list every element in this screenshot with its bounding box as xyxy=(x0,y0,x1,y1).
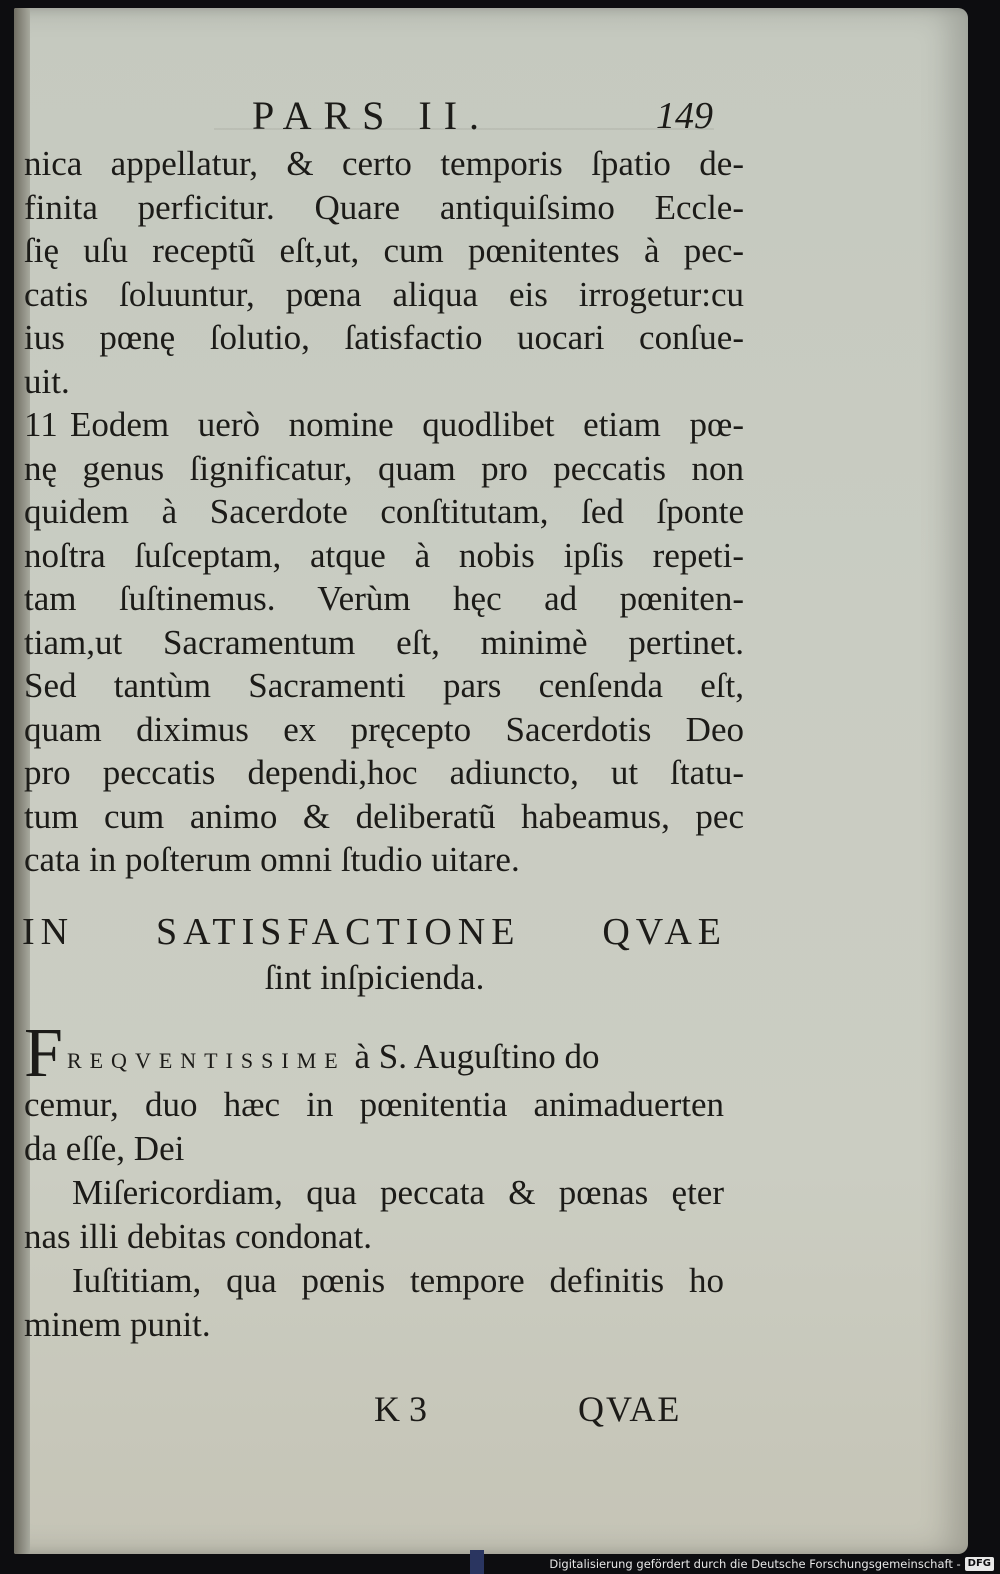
list-item-line: minem punit. xyxy=(24,1305,211,1344)
text-line: pro peccatis dependi,hoc adiuncto, ut ſtatu- xyxy=(24,753,744,792)
digitization-credit xyxy=(549,1554,994,1574)
list-item-line: Iuſtitiam, qua pœnis tempore definitis ho xyxy=(72,1261,724,1300)
catchword: QVAE xyxy=(578,1389,682,1429)
section-heading xyxy=(22,908,727,1002)
text-line: noſtra ſuſceptam, atque à nobis ipſis repeti- xyxy=(24,535,744,575)
text-line xyxy=(24,403,744,447)
dfg-logo: DFG xyxy=(965,1557,994,1571)
paragraph-2 xyxy=(24,403,744,882)
list-item-line: Miſericordiam, qua peccata & pœnas ęter xyxy=(72,1173,724,1212)
paragraph-3 xyxy=(24,1015,724,1347)
text-line: cemur, duo hæc in pœnitentia animaduerten xyxy=(24,1085,724,1124)
page-number: 149 xyxy=(656,95,713,137)
small-caps-word: REQVENTISSIME xyxy=(66,1048,346,1073)
text-line: tam ſuſtinemus. Verùm hęc ad pœniten- xyxy=(24,579,744,618)
text-line: catis ſoluuntur, pœna aliqua eis irrogetur:cu xyxy=(24,274,744,314)
text-line: ius pœnę ſolutio, ſatisfactio uocari conſue- xyxy=(24,318,744,357)
text-line: ſię uſu receptũ eſt,ut, cum pœnitentes à pec- xyxy=(24,231,744,270)
drop-cap: F xyxy=(24,1015,63,1092)
text-line xyxy=(24,1015,724,1092)
text-line: uit. xyxy=(24,361,70,401)
signature-mark: K 3 xyxy=(374,1389,427,1429)
text-line: finita perficitur. Quare antiquiſsimo Eccle- xyxy=(24,187,744,227)
running-header xyxy=(14,92,968,140)
text-line: nica appellatur, & certo temporis ſpatio de- xyxy=(24,144,744,183)
body-text xyxy=(24,142,744,882)
heading-line-2: ſint inſpicienda. xyxy=(264,958,485,997)
list-item-line: nas illi debitas condonat. xyxy=(24,1217,372,1256)
running-title: PARS II. xyxy=(252,93,492,138)
text-line: quidem à Sacerdote conſtitutam, ſed ſponte xyxy=(24,492,744,531)
text-line: tum cum animo & deliberatũ habeamus, pec xyxy=(24,796,744,836)
catchline xyxy=(14,1388,968,1438)
bookmark-ribbon xyxy=(470,1550,484,1574)
text-line: da eſſe, Dei xyxy=(24,1129,185,1168)
paragraph-1 xyxy=(24,142,744,403)
credit-text: Digitalisierung gefördert durch die Deutsche Forschungsgemeinschaft - xyxy=(549,1557,961,1571)
text-line: tiam,ut Sacramentum eſt, minimè pertinet. xyxy=(24,622,744,662)
text-line-content: Eodem uerò nomine quodlibet etiam pœ- xyxy=(70,405,744,444)
book-page xyxy=(14,8,968,1554)
text-line: Sed tantùm Sacramenti pars cenſenda eſt, xyxy=(24,666,744,705)
text-line: nę genus ſignificatur, quam pro peccatis non xyxy=(24,448,744,488)
heading-line-1: IN SATISFACTIONE QVAE xyxy=(22,911,727,953)
text-line: cata in poſterum omni ſtudio uitare. xyxy=(24,840,520,879)
paragraph-number: 11 xyxy=(24,405,58,444)
text-line-content: à S. Auguſtino do xyxy=(345,1037,600,1076)
text-line: quam diximus ex pręcepto Sacerdotis Deo xyxy=(24,709,744,749)
